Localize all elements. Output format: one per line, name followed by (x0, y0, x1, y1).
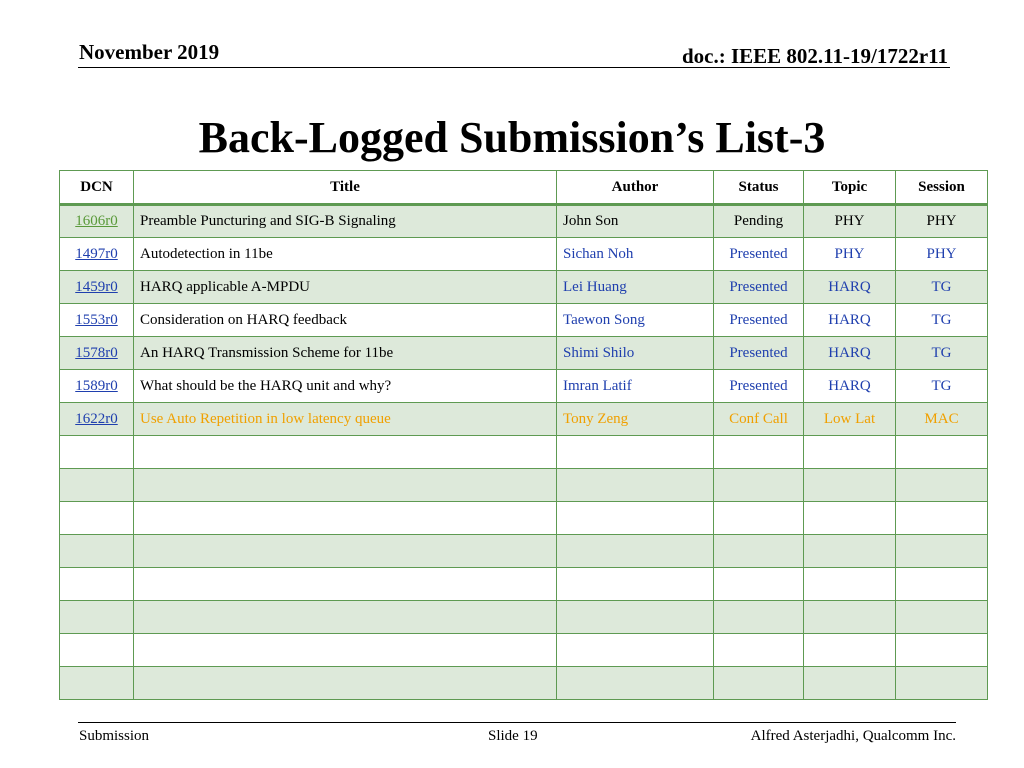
empty-row (60, 634, 988, 667)
dcn-cell (60, 271, 134, 304)
footer-author: Alfred Asterjadhi, Qualcomm Inc. (750, 728, 956, 744)
dcn-cell (60, 370, 134, 403)
table-row (60, 304, 988, 337)
dcn-link[interactable]: 1459r0 (75, 278, 118, 295)
table-row (60, 205, 988, 238)
topic-cell: HARQ (804, 304, 896, 337)
author-cell: Taewon Song (557, 304, 714, 337)
dcn-cell (60, 205, 134, 238)
submission-table (59, 170, 988, 700)
footer-rule (78, 722, 956, 723)
table-row (60, 238, 988, 271)
table-row (60, 403, 988, 436)
dcn-cell (60, 337, 134, 370)
topic-cell: Low Lat (804, 403, 896, 436)
session-cell: TG (896, 271, 988, 304)
slide-title: Back-Logged Submission’s List-3 (198, 113, 826, 162)
dcn-link[interactable]: 1553r0 (75, 311, 118, 328)
session-cell: TG (896, 337, 988, 370)
empty-row (60, 667, 988, 700)
session-cell: PHY (896, 238, 988, 271)
status-cell: Presented (714, 238, 804, 271)
topic-cell: HARQ (804, 271, 896, 304)
dcn-cell (60, 238, 134, 271)
empty-row (60, 502, 988, 535)
col-header-session: Session (896, 171, 988, 205)
title-cell: Preamble Puncturing and SIG-B Signaling (134, 205, 557, 238)
session-cell: MAC (896, 403, 988, 436)
status-cell: Pending (714, 205, 804, 238)
col-header-title: Title (134, 171, 557, 205)
header-rule (78, 67, 950, 68)
author-cell: John Son (557, 205, 714, 238)
dcn-link[interactable]: 1606r0 (75, 213, 118, 229)
title-cell: An HARQ Transmission Scheme for 11be (134, 337, 557, 370)
empty-row (60, 469, 988, 502)
topic-cell: PHY (804, 205, 896, 238)
session-cell: TG (896, 370, 988, 403)
empty-row (60, 601, 988, 634)
empty-row (60, 436, 988, 469)
session-cell: PHY (896, 205, 988, 238)
footer-submission: Submission (79, 728, 150, 744)
footer-slide-number: Slide 19 (488, 728, 538, 744)
table-header-row (60, 171, 988, 205)
status-cell: Presented (714, 304, 804, 337)
empty-row (60, 568, 988, 601)
dcn-cell (60, 304, 134, 337)
dcn-link[interactable]: 1578r0 (75, 344, 118, 361)
title-cell: HARQ applicable A-MPDU (134, 271, 557, 304)
col-header-status: Status (714, 171, 804, 205)
title-cell: Autodetection in 11be (134, 238, 557, 271)
author-cell: Shimi Shilo (557, 337, 714, 370)
dcn-cell (60, 403, 134, 436)
dcn-link[interactable]: 1589r0 (75, 377, 118, 394)
table-row (60, 337, 988, 370)
author-cell: Sichan Noh (557, 238, 714, 271)
table-row (60, 271, 988, 304)
title-cell: What should be the HARQ unit and why? (134, 370, 557, 403)
col-header-topic: Topic (804, 171, 896, 205)
title-cell: Use Auto Repetition in low latency queue (134, 403, 557, 436)
dcn-link[interactable]: 1497r0 (75, 245, 118, 262)
topic-cell: PHY (804, 238, 896, 271)
col-header-dcn: DCN (60, 171, 134, 205)
empty-row (60, 535, 988, 568)
status-cell: Conf Call (714, 403, 804, 436)
session-cell: TG (896, 304, 988, 337)
topic-cell: HARQ (804, 370, 896, 403)
topic-cell: HARQ (804, 337, 896, 370)
table-row (60, 370, 988, 403)
status-cell: Presented (714, 370, 804, 403)
col-header-author: Author (557, 171, 714, 205)
dcn-link[interactable]: 1622r0 (75, 410, 118, 427)
status-cell: Presented (714, 337, 804, 370)
author-cell: Tony Zeng (557, 403, 714, 436)
header-date: November 2019 (79, 40, 220, 64)
status-cell: Presented (714, 271, 804, 304)
title-cell: Consideration on HARQ feedback (134, 304, 557, 337)
header-doc-number: doc.: IEEE 802.11-19/1722r11 (681, 44, 948, 68)
author-cell: Imran Latif (557, 370, 714, 403)
author-cell: Lei Huang (557, 271, 714, 304)
